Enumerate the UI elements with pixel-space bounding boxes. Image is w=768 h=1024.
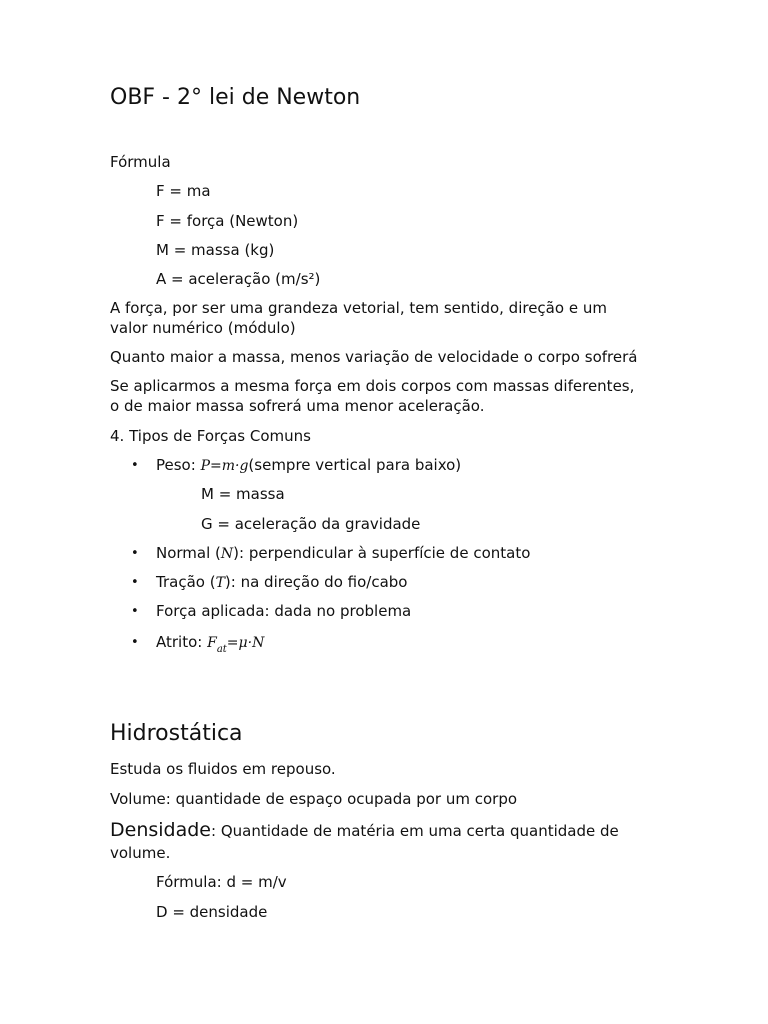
list-item-normal <box>156 543 530 564</box>
math-symbol: μ <box>238 635 248 651</box>
paragraph-line: o de maior massa sofrerá uma menor aceleração. <box>110 397 485 415</box>
bullet-icon: • <box>131 635 139 650</box>
formula-line: D = densidade <box>156 903 268 921</box>
formula-line: M = massa (kg) <box>156 241 275 259</box>
paragraph-line: volume. <box>110 844 171 862</box>
list-item-tracao <box>156 572 407 593</box>
densidade-term: Densidade <box>110 819 211 841</box>
math-symbol: F <box>207 635 217 651</box>
list-item-forca-aplicada: Força aplicada: dada no problema <box>156 602 412 620</box>
math-subscript: at <box>216 644 227 655</box>
bullet-icon: • <box>131 546 139 561</box>
paragraph-line: Se aplicarmos a mesma força em dois corpos com massas diferentes, <box>110 377 635 395</box>
math-symbol: N <box>252 635 265 651</box>
section-title-hidrostatica: Hidrostática <box>110 721 243 746</box>
paragraph-line: Volume: quantidade de espaço ocupada por um corpo <box>110 790 518 808</box>
formula-line: F = força (Newton) <box>156 212 299 230</box>
formula-heading: Fórmula <box>110 153 171 171</box>
math-symbol: m <box>221 458 235 474</box>
list-item-label: Peso: <box>156 456 201 474</box>
paragraph-line: Quanto maior a massa, menos variação de velocidade o corpo sofrerá <box>110 348 638 366</box>
section-heading: 4. Tipos de Forças Comuns <box>110 427 311 445</box>
formula-line: Fórmula: d = m/v <box>156 873 287 891</box>
densidade-definition: : Quantidade de matéria em uma certa quantidade de <box>211 822 619 840</box>
math-symbol: = <box>226 635 239 651</box>
paragraph-line: Estuda os fluidos em repouso. <box>110 760 336 778</box>
formula-line: A = aceleração (m/s²) <box>156 270 321 288</box>
list-item-text: Tração ( <box>156 573 216 591</box>
list-item-text: (sempre vertical para baixo) <box>248 456 462 474</box>
formula-line: F = ma <box>156 182 211 200</box>
math-symbol: N <box>220 546 234 562</box>
list-item-text: ): na direção do fio/cabo <box>224 573 408 591</box>
math-symbol: · <box>247 635 253 651</box>
list-item-text: ): perpendicular à superfície de contato <box>233 544 531 562</box>
densidade-line <box>110 820 619 841</box>
page-title: OBF - 2° lei de Newton <box>110 85 361 110</box>
list-item-peso <box>156 455 461 476</box>
bullet-icon: • <box>131 458 139 473</box>
paragraph-line: valor numérico (módulo) <box>110 319 296 337</box>
list-item-label: Atrito: <box>156 633 208 651</box>
list-item-atrito <box>156 632 264 655</box>
list-subitem: M = massa <box>201 485 285 503</box>
paragraph-line: A força, por ser uma grandeza vetorial, tem sentido, direção e um <box>110 299 607 317</box>
math-symbol: · <box>235 458 240 474</box>
bullet-icon: • <box>131 575 139 590</box>
list-item-text: Normal ( <box>156 544 221 562</box>
bullet-icon: • <box>131 604 139 619</box>
math-symbol: P <box>200 458 210 474</box>
math-symbol: = <box>209 458 222 474</box>
list-subitem: G = aceleração da gravidade <box>201 515 421 533</box>
math-symbol: g <box>239 458 249 474</box>
math-symbol: T <box>215 575 225 591</box>
